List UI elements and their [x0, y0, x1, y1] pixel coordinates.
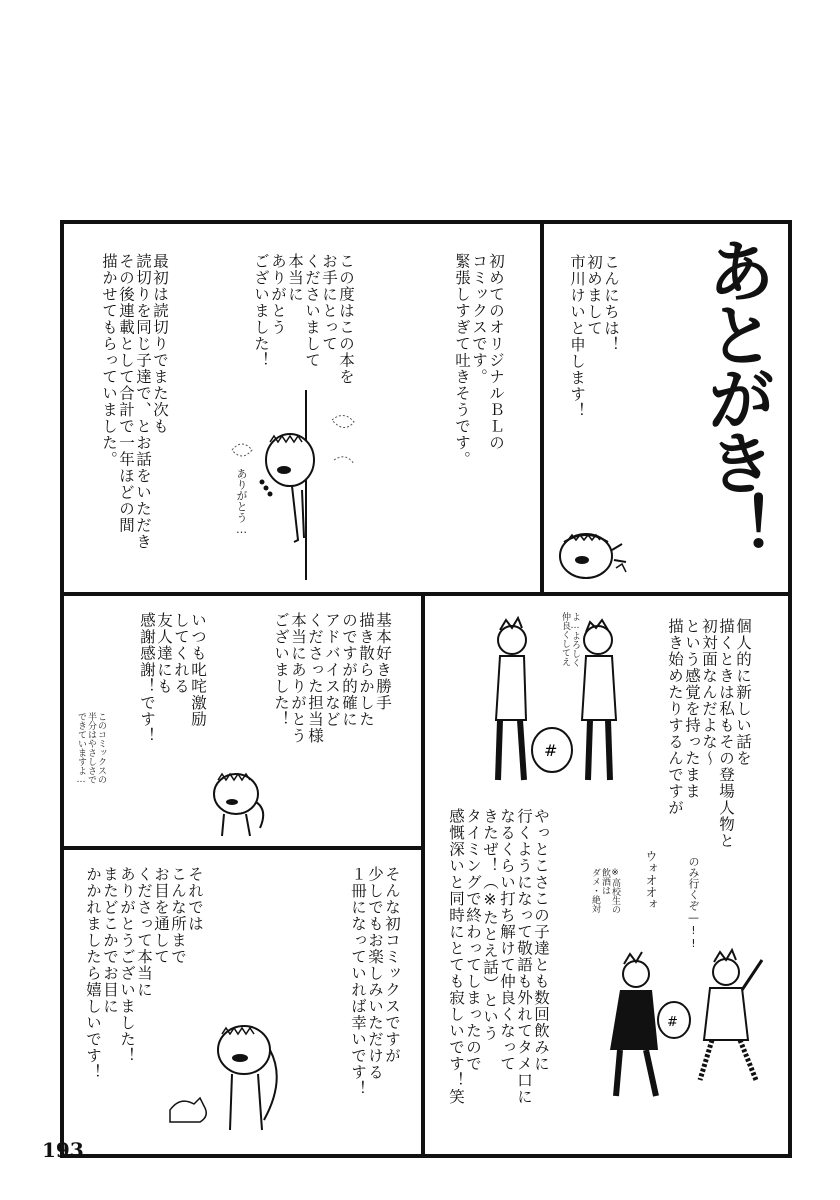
svg-text:#: #	[544, 741, 558, 760]
peeking-mascot-doodle	[222, 390, 372, 580]
celebrating-boys-doodle	[596, 950, 776, 1100]
small-mascot-doodle	[200, 762, 280, 842]
panel-divider	[540, 220, 544, 594]
two-boys-doodle	[470, 610, 640, 790]
first-bl-comics-text: 初めてのオリジナルＢＬの コミックスです。 緊張しすぎて吐きそうです。	[453, 253, 505, 468]
mascot-doodle	[556, 520, 636, 584]
scribble-note-half-comics: このコミックスの 半分はやさしさで できていますよ…	[76, 712, 106, 785]
mascot-with-cat-doodle	[160, 1010, 310, 1140]
page-number: 193	[42, 1138, 84, 1162]
afterword-title: あとがき！	[696, 236, 776, 556]
scribble-woo: ウォオオォ	[644, 850, 658, 910]
svg-text:#: #	[667, 1015, 678, 1030]
scribble-nomi-iku: のみ行くぞ—!!	[687, 856, 700, 950]
panel-divider	[60, 846, 424, 850]
editor-thanks-text: 基本好き勝手 描き散らかした のですが的確に アドバイスなど くださった担当様 本当にありがとう ございました！	[272, 612, 392, 744]
intro-greeting-text: こんにちは！ 初めまして 市川けいと申します！	[568, 254, 620, 419]
friends-thanks-text: いつも叱咤激励 してくれる 友人達にも 感謝感謝！です！	[138, 612, 207, 744]
scribble-note-alcohol: ※高校生の 飲酒は ダメ・絶対	[590, 868, 620, 914]
new-story-feeling-text: 個人的に新しい話を 描くときは私もその登場人物と 初対面なんだよな〜 という感覚を持ったまま 描き始めたりするんですが	[666, 618, 752, 849]
drinking-story-text: やっとこさこの子達とも数回飲みに 行くようになって敬語も外れてタメ口に なるくらい打ち解けて仲良くなって きたぜ！（※たとえ話）という タイミングで終わってしまったので 感慨深いと同時にとても寂しいです！笑	[447, 808, 550, 1105]
scribble-yoroshiku: よ…よろしく 仲良くしてえ	[560, 612, 580, 667]
serialization-story-text: 最初は読切りでまた次も 読切りを同じ子達で、とお話をいただき その後連載として合計で一年ほどの間 描かせてもらっていました。	[100, 253, 169, 550]
closing-text: それでは こんな所まで お目を通して くださって本当に ありがとうございました！ またどこかでお目に かかれましたら嬉しいです！	[84, 866, 204, 1081]
panel-divider	[60, 592, 792, 596]
panel-divider	[421, 594, 425, 1158]
first-comics-hope-text: そんな初コミックスですが 少しでもお楽しみいただける １冊になっていれば幸いです！	[349, 866, 401, 1097]
scribble-arigato: ありがとう…	[235, 468, 248, 536]
thanks-for-buying-text: この度はこの本を お手にとって くださいまして 本当に ありがとう ございました！	[252, 253, 355, 385]
